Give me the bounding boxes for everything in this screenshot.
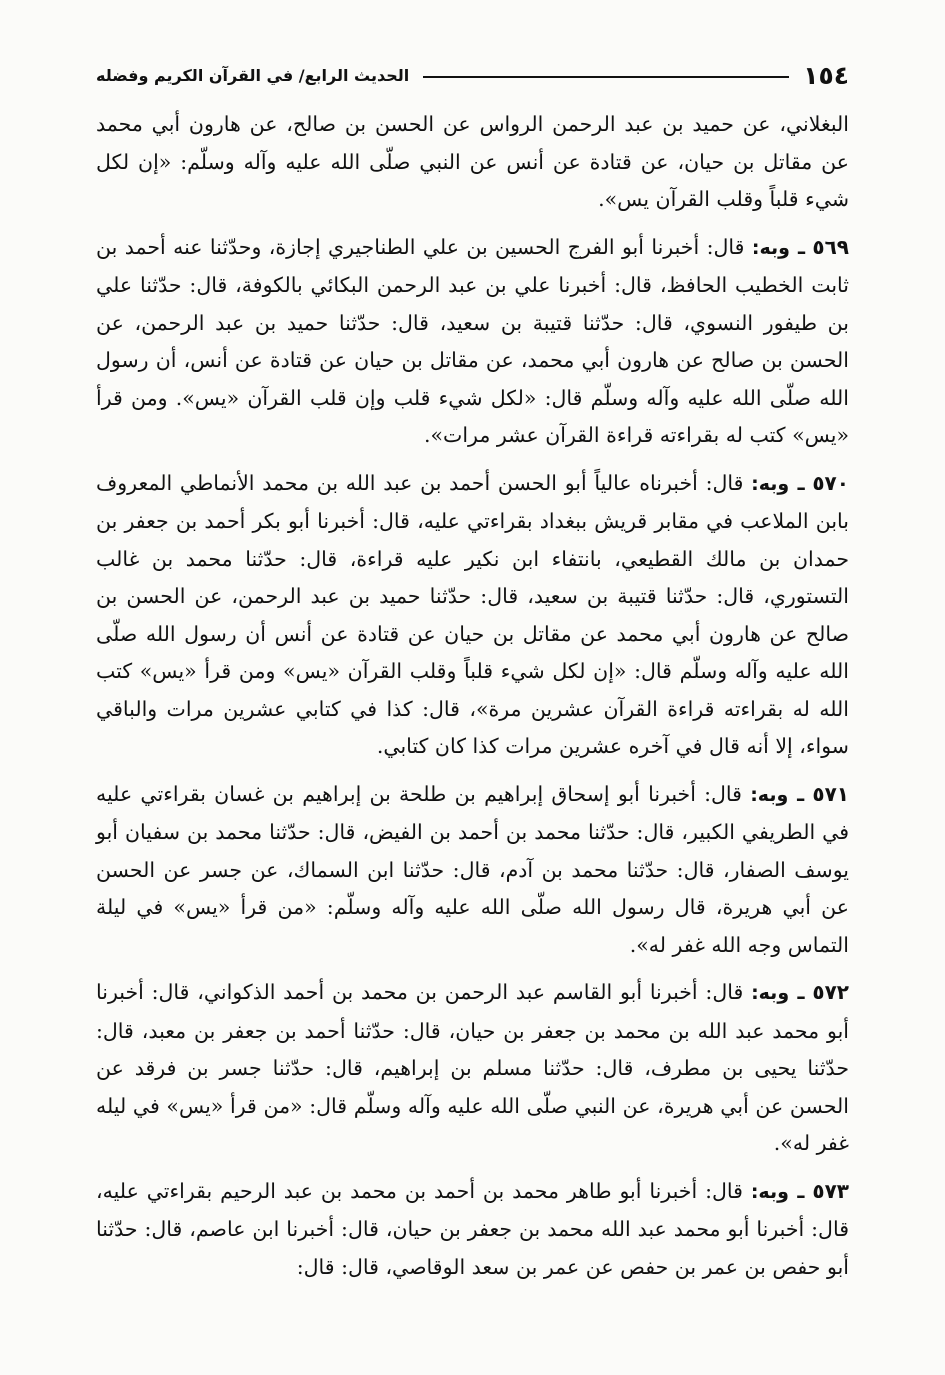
hadith-paragraph-569 — [96, 229, 849, 455]
hadith-lead: وبه: — [750, 1180, 789, 1203]
hadith-number: ٥٧١ — [812, 781, 849, 806]
body-text — [96, 106, 849, 1286]
paragraph-text: قال: أخبرناه عالياً أبو الحسن أحمد بن عبد الله بن محمد الأنماطي المعروف بابن الملاعب في مقابر قريش ببغداد بقراءتي عليه، قال: أخبرنا أبو بكر أحمد بن جعفر بن حمدان بن مالك القطيعي، بانتفاء ابن نكير عليه قراءة، قال: حدّثنا محمد بن غالب التستوري، قال: حدّثنا قتيبة بن سعيد، قال: حدّثنا حميد بن عبد الرحمن، عن الحسن بن صالح عن هارون أبي محمد عن مقاتل بن حيان عن قتادة عن أنس أن رسول الله صلّى الله عليه وآله وسلّم قال: «إن لكل شيء قلباً وقلب القرآن «يس» ومن قرأ «يس» كتب الله له بقراءته قراءة القرآن عشرين مرة»، قال: كذا في كتابي عشرين مرات والباقي سواء، إلا أنه قال في آخره عشرين مرات كذا كان كتابي. — [96, 470, 849, 758]
paragraph-text: قال: أخبرنا أبو الفرج الحسين بن علي الطناجيري إجازة، وحدّثنا عنه أحمد بن ثابت الخطيب الحافظ، قال: أخبرنا علي بن عبد الرحمن البكائي بالكوفة، قال: حدّثنا علي بن طيفور النسوي، قال: حدّثنا قتيبة بن سعيد، قال: حدّثنا حميد بن عبد الرحمن، عن الحسن بن صالح عن هارون أبي محمد، عن مقاتل بن حيان عن قتادة عن أنس، أن رسول الله صلّى الله عليه وآله وسلّم قال: «لكل شيء قلب وإن قلب القرآن «يس». ومن قرأ «يس» كتب له بقراءته قراءة القرآن عشر مرات». — [96, 234, 849, 447]
number-dash: ـ — [788, 1178, 805, 1203]
number-dash: ـ — [789, 470, 805, 495]
paragraph-text: قال: أخبرنا أبو القاسم عبد الرحمن بن محمد بن أحمد الذكواني، قال: أخبرنا أبو محمد عبد الله بن محمد بن جعفر بن حيان، قال: حدّثنا أحمد بن جعفر بن معبد، قال: حدّثنا يحيى بن مطرف، قال: حدّثنا مسلم بن إبراهيم، قال: حدّثنا جسر بن فرقد عن الحسن عن أبي هريرة، عن النبي صلّى الله عليه وآله وسلّم قال: «من قرأ «يس» في ليله غفر له». — [96, 980, 849, 1155]
hadith-number: ٥٧٢ — [812, 980, 849, 1004]
hadith-number: ٥٧٣ — [812, 1178, 849, 1203]
hadith-number: ٥٧٠ — [812, 470, 849, 495]
hadith-lead: وبه: — [751, 982, 790, 1004]
header-rule — [423, 76, 789, 78]
running-title: الحديث الرابع/ في القرآن الكريم وفضله — [96, 65, 410, 85]
hadith-paragraph-572 — [96, 974, 849, 1163]
hadith-paragraph-573 — [96, 1173, 849, 1287]
paragraph-text: البغلاني، عن حميد بن عبد الرحمن الرواس عن الحسن بن صالح، عن هارون أبي محمد عن مقاتل بن حيان، عن قتادة عن أنس عن النبي صلّى الله عليه وآله وسلّم: «إن لكل شيء قلباً وقلب القرآن يس». — [96, 112, 849, 211]
hadith-number: ٥٦٩ — [812, 234, 849, 259]
number-dash: ـ — [789, 980, 805, 1004]
page-number: ١٥٤ — [803, 60, 849, 90]
paragraph-text: قال: أخبرنا أبو طاهر محمد بن أحمد بن محمد بن عبد الرحيم بقراءتي عليه، قال: أخبرنا أبو محمد عبد الله محمد بن جعفر بن حيان، قال: أخبرنا ابن عاصم، قال: حدّثنا أبو حفص بن عمر بن حفص عن عمر بن سعد الوقاصي، قال: قال: — [96, 1178, 849, 1279]
hadith-lead: وبه: — [751, 236, 790, 259]
hadith-lead: وبه: — [751, 472, 790, 495]
running-head — [96, 58, 849, 92]
number-dash: ـ — [789, 234, 805, 259]
number-dash: ـ — [788, 781, 805, 806]
hadith-paragraph-571 — [96, 776, 849, 965]
hadith-lead: وبه: — [750, 783, 789, 806]
hadith-paragraph-570 — [96, 465, 849, 766]
paragraph-continuation — [96, 106, 849, 219]
paragraph-text: قال: أخبرنا أبو إسحاق إبراهيم بن طلحة بن إبراهيم بن غسان بقراءتي عليه في الطريفي الكبير، قال: حدّثنا محمد بن أحمد بن الفيض، قال: حدّثنا محمد بن سفيان أبو يوسف الصفار، قال: حدّثنا محمد بن آدم، قال: حدّثنا ابن السماك، عن جسر عن الحسن عن أبي هريرة، قال رسول الله صلّى الله عليه وآله وسلّم: «من قرأ «يس» في ليلة التماس وجه الله غفر له». — [96, 781, 849, 957]
